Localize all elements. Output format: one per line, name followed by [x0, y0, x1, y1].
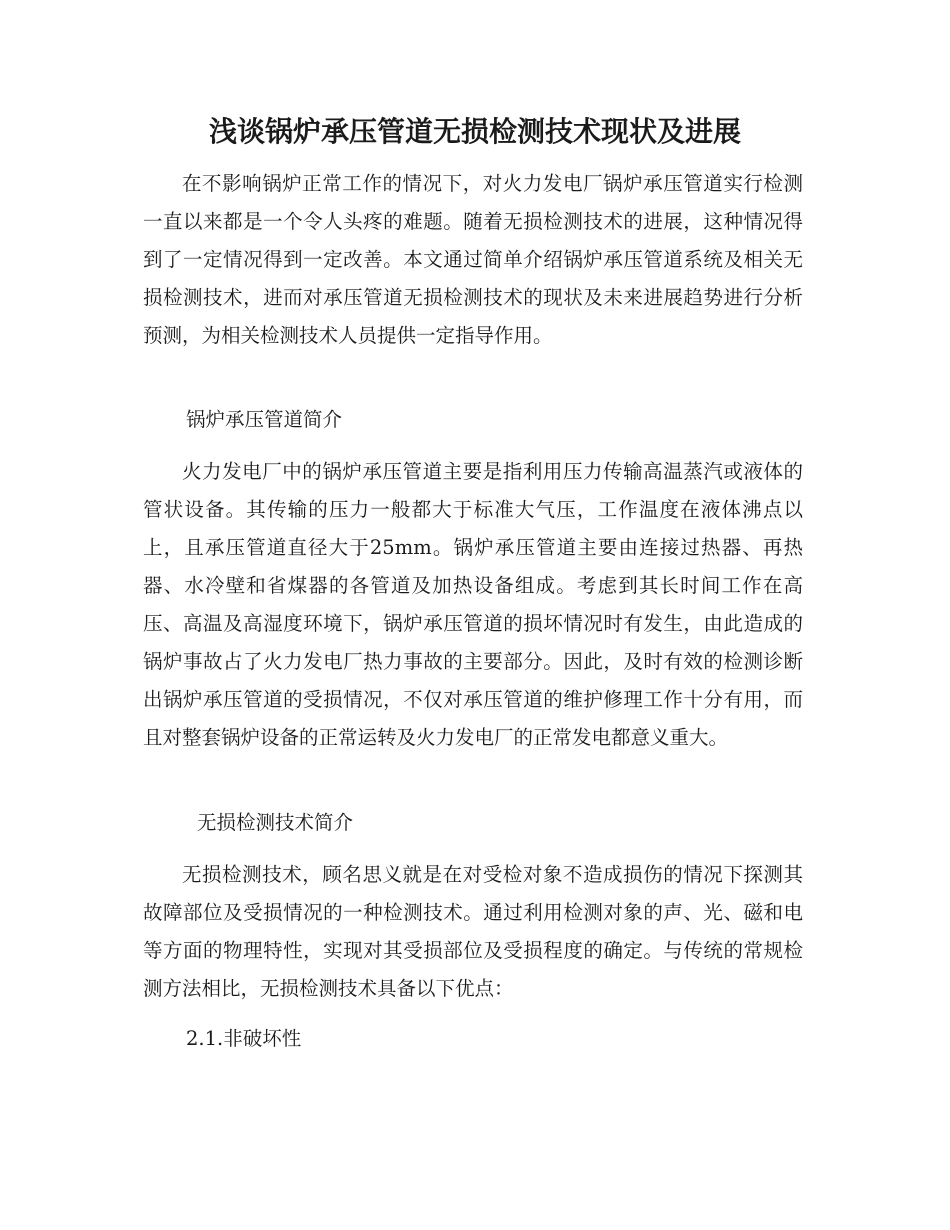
document-title: 浅谈锅炉承压管道无损检测技术现状及进展 [208, 115, 741, 148]
paragraph-ndt: 无损检测技术，顾名思义就是在对受检对象不造成损伤的情况下探测其故障部位及受损情况的一种检测技术。通过利用检测对象的声、光、磁和电等方面的物理特性，实现对其受损部位及受损程度的确定。与传统的常规检测方法相比，无损检测技术具备以下优点： [143, 863, 803, 1000]
section-heading-boiler-pipes: 锅炉承压管道简介 [186, 408, 343, 431]
subsection-heading-non-destructive: 2.1.非破坏性 [186, 1027, 302, 1050]
paragraph-boiler-pipes: 火力发电厂中的锅炉承压管道主要是指利用压力传输高温蒸汽或液体的管状设备。其传输的压力一般都大于标准大气压，工作温度在液体沸点以上，且承压管道直径大于25mm。锅炉承压管道主要由连接过热器、再热器、水冷壁和省煤器的各管道及加热设备组成。考虑到其长时间工作在高压、高温及高湿度环境下，锅炉承压管道的损坏情况时有发生，由此造成的锅炉事故占了火力发电厂热力事故的主要部分。因此，及时有效的检测诊断出锅炉承压管道的受损情况，不仅对承压管道的维护修理工作十分有用，而且对整套锅炉设备的正常运转及火力发电厂的正常发电都意义重大。 [143, 460, 803, 749]
section-heading-ndt: 无损检测技术简介 [197, 811, 354, 834]
paragraph-intro: 在不影响锅炉正常工作的情况下，对火力发电厂锅炉承压管道实行检测一直以来都是一个令人头疼的难题。随着无损检测技术的进展，这种情况得到了一定情况得到一定改善。本文通过简单介绍锅炉承压管道系统及相关无损检测技术，进而对承压管道无损检测技术的现状及未来进展趋势进行分析预测，为相关检测技术人员提供一定指导作用。 [143, 172, 803, 347]
